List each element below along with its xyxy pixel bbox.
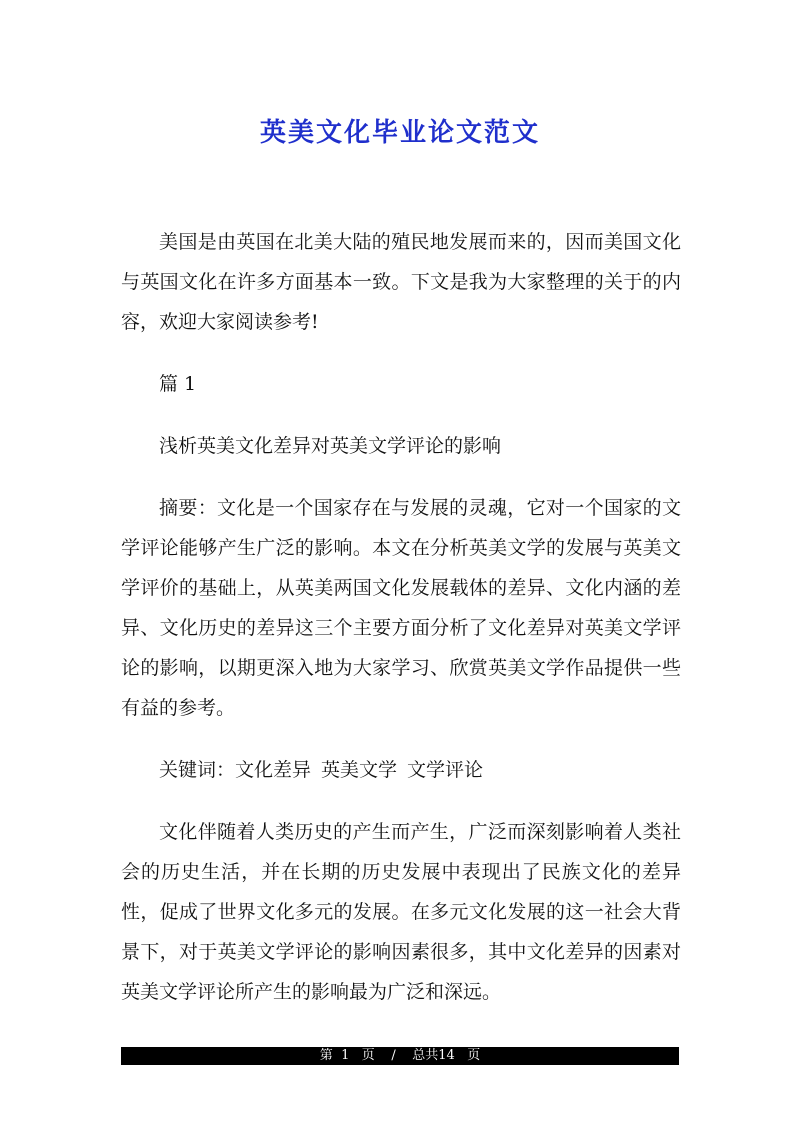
keyword-item: 文学评论: [407, 759, 484, 781]
footer-page-prefix: 第: [319, 1048, 333, 1063]
footer-page-number: 1: [341, 1048, 350, 1063]
article-title: 浅析英美文化差异对英美文学评论的影响: [159, 435, 502, 457]
footer-separator: /: [391, 1048, 396, 1063]
keywords-line: [121, 750, 681, 790]
keyword-item: 英美文学: [321, 759, 398, 781]
document-title: 英美文化毕业论文范文: [259, 118, 540, 148]
body-paragraph: 文化伴随着人类历史的产生而产生，广泛而深刻影响着人类社会的历史生活，并在长期的历史发展中表现出了民族文化的差异性，促成了世界文化多元的发展。在多元文化发展的这一社会大背景下，对于英美文学评论的影响因素很多，其中文化差异的因素对英美文学评论所产生的影响最为广泛和深远。: [121, 821, 681, 1003]
abstract-paragraph: 摘要：文化是一个国家存在与发展的灵魂，它对一个国家的文学评论能够产生广泛的影响。本文在分析英美文学的发展与英美文学评价的基础上，从英美两国文化发展载体的差异、文化内涵的差异、文化历史的差异这三个主要方面分析了文化差异对英美文学评论的影响，以期更深入地为大家学习、欣赏英美文学作品提供一些有益的参考。: [121, 497, 681, 719]
intro-paragraph: 美国是由英国在北美大陆的殖民地发展而来的，因而美国文化与英国文化在许多方面基本一致。下文是我为大家整理的关于的内容，欢迎大家阅读参考!: [121, 231, 681, 333]
footer-total-label: 总共14: [412, 1048, 455, 1063]
document-body: [121, 222, 681, 1012]
footer-page-suffix: 页: [361, 1048, 375, 1063]
keywords-label: 关键词：: [159, 759, 236, 781]
page-footer: [121, 1047, 679, 1065]
keyword-item: 文化差异: [235, 759, 312, 781]
footer-total-suffix: 页: [467, 1048, 481, 1063]
section-label: 篇 1: [159, 373, 197, 395]
